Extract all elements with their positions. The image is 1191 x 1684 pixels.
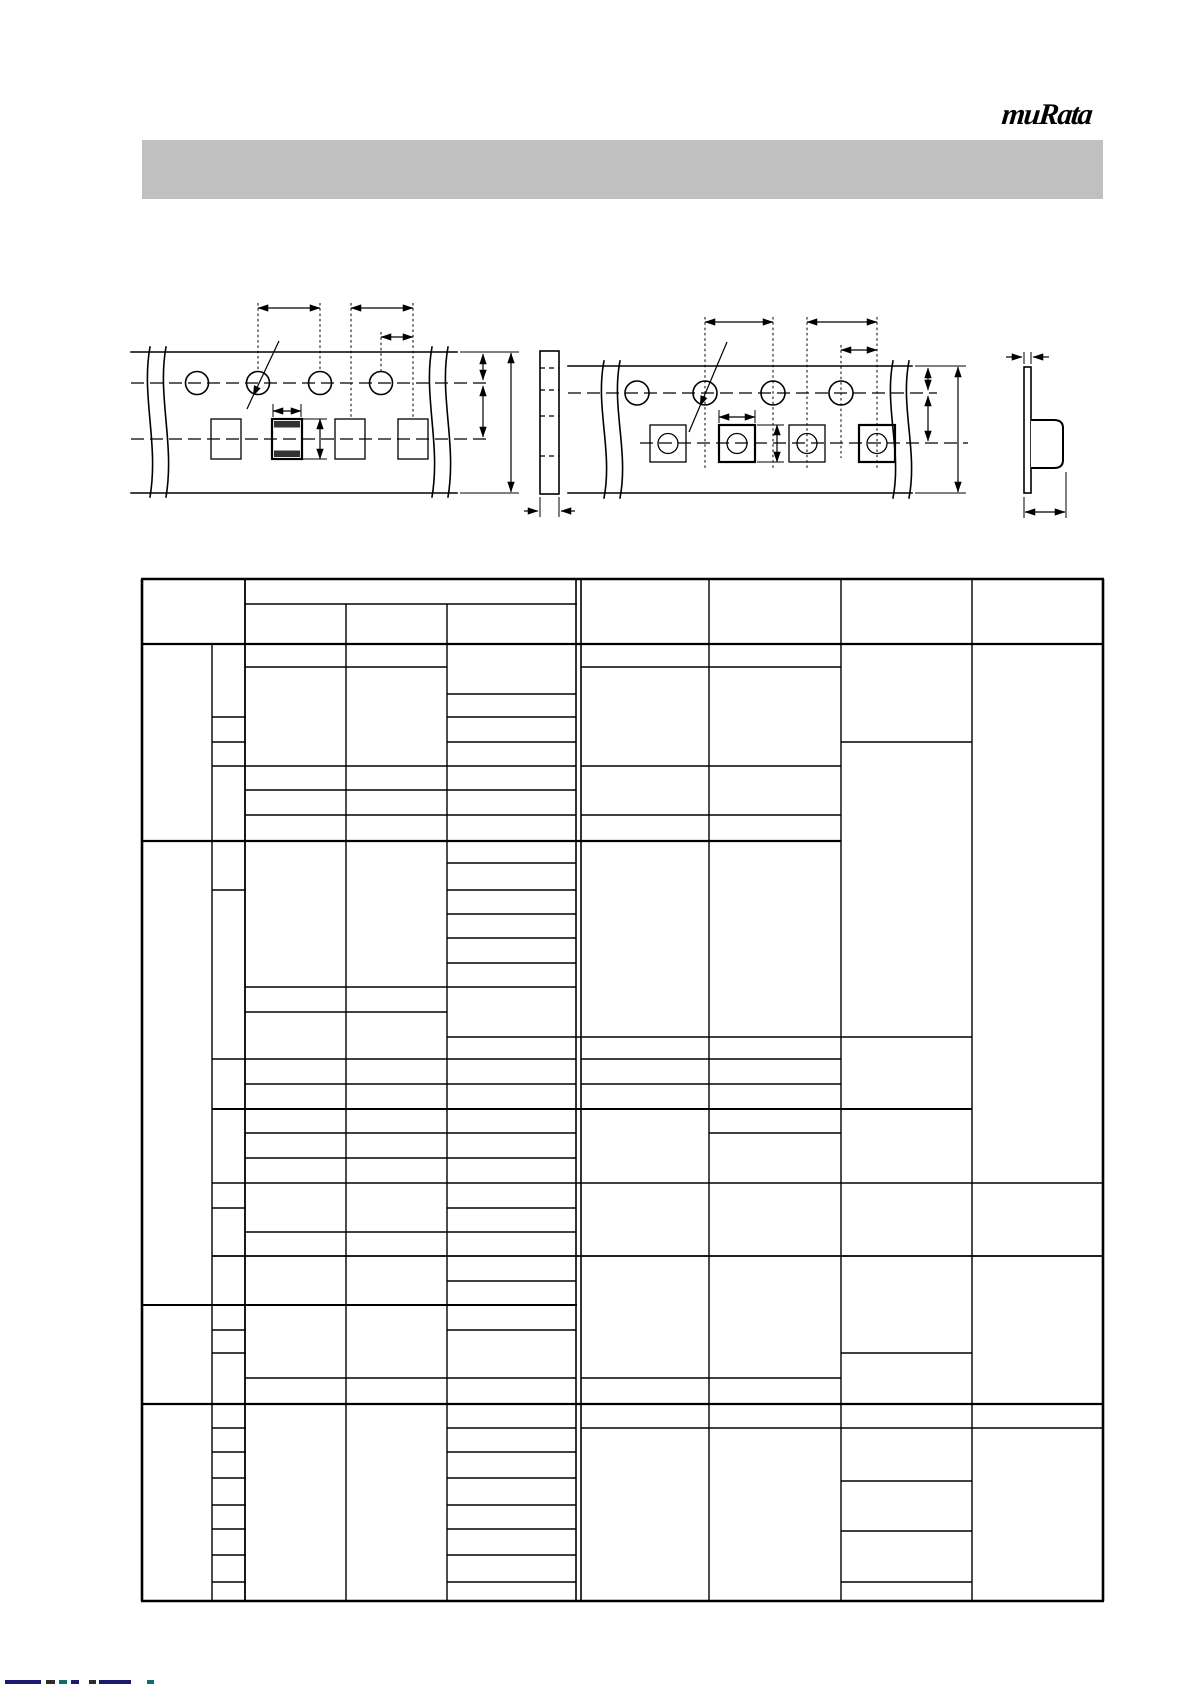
torn-edge [147, 347, 152, 497]
packaging-table-grid [141, 579, 1104, 1601]
tape-edge-view [524, 351, 575, 517]
torn-edge [906, 361, 911, 498]
torn-edge [163, 347, 168, 497]
footer-text-fragment [5, 1680, 41, 1684]
thickness-dimension [524, 497, 575, 517]
dimension-lines [247, 303, 519, 493]
thickness-dimension [1006, 352, 1049, 364]
torn-edge [617, 361, 622, 498]
footer-text-fragment [99, 1680, 131, 1684]
component-termination [274, 451, 300, 458]
component-termination [274, 421, 300, 428]
footer-text-fragment [147, 1680, 154, 1684]
hole-diameter-leader [253, 341, 279, 396]
embossed-tape-top-view [568, 317, 968, 498]
footer-text-fragment [89, 1680, 96, 1684]
footer-text-fragment [46, 1680, 55, 1684]
murata-logo: muRata [1000, 98, 1094, 131]
hole-diameter-leader [700, 342, 727, 406]
footer-text-fragment [59, 1680, 67, 1684]
torn-edge [601, 361, 606, 498]
dimension-lines [689, 317, 966, 493]
footer-text-fragment [71, 1680, 79, 1684]
torn-edge [445, 347, 450, 497]
tape-cross-section [1006, 352, 1066, 518]
paper-tape-top-view [131, 303, 519, 497]
torn-edge [429, 347, 434, 497]
embossed-pocket-profile [1031, 420, 1063, 468]
clipped-footer-text [0, 1680, 1191, 1684]
